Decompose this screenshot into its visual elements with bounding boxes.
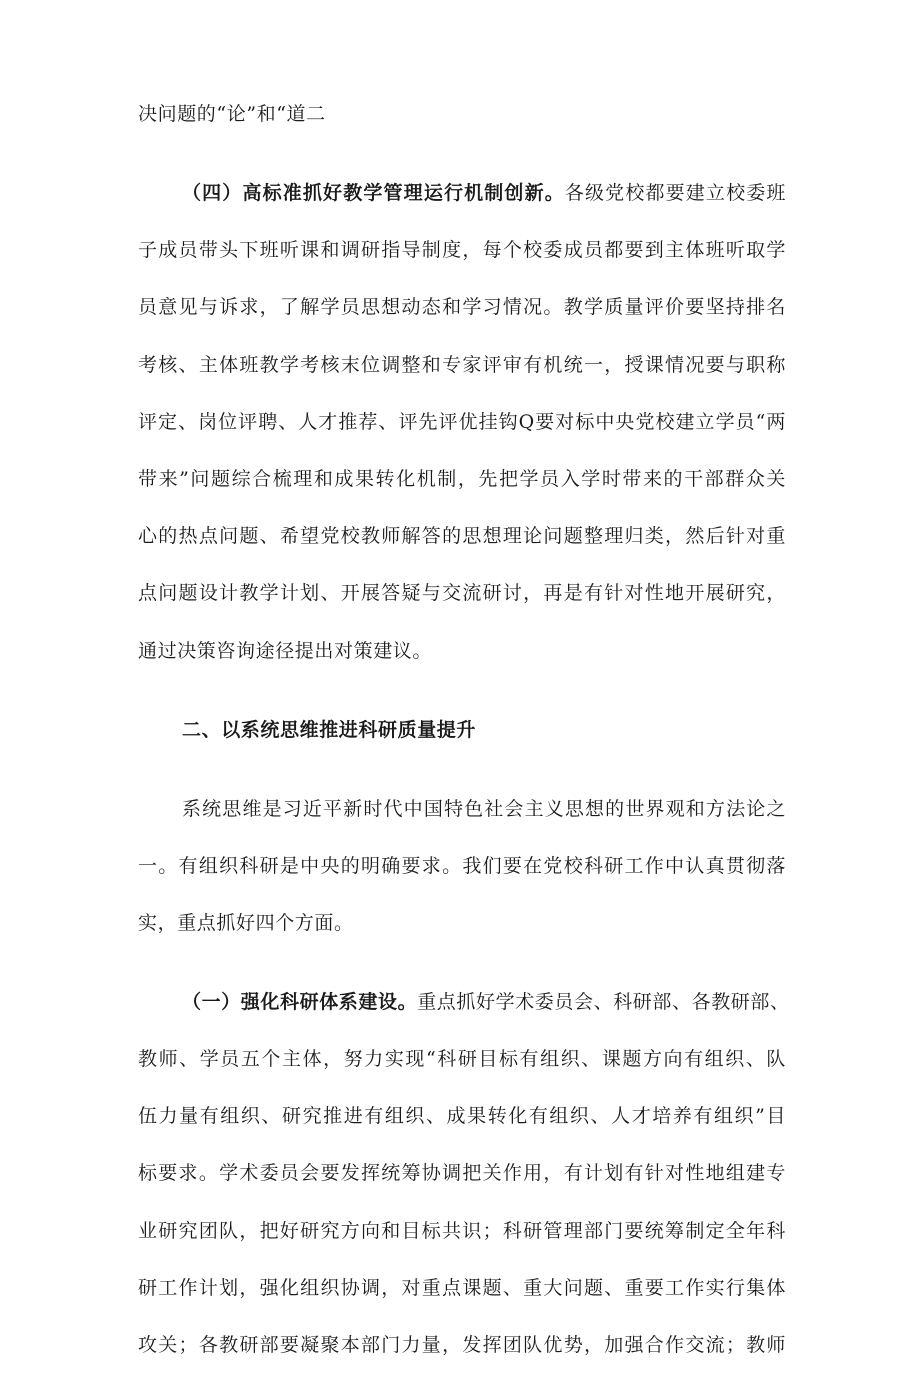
- paragraph-line: [138, 232, 786, 268]
- text-line: 重点抓好学术委员会、科研部、各教研部、: [417, 990, 790, 1013]
- paragraph-lead-heading: （四）高标准抓好教学管理运行机制创新。: [182, 182, 565, 204]
- section-title: 二、以系统思维推进科研质量提升: [182, 718, 477, 741]
- text-line: 研工作计划，强化组织协调，对重点课题、重大问题、重要工作实行集体: [138, 1276, 786, 1299]
- text-line: 伍力量有组织、研究推进有组织、成果转化有组织、人才培养有组织”目: [138, 1105, 786, 1128]
- section-heading: [138, 712, 786, 748]
- paragraph-line: [138, 1155, 786, 1191]
- paragraph-line: [138, 518, 786, 554]
- paragraph-line: [138, 289, 786, 325]
- text-line: 员意见与诉求，了解学员思想动态和学习情况。教学质量评价要坚持排名: [138, 296, 786, 319]
- paragraph-line: [138, 461, 786, 497]
- text-line: 标要求。学术委员会要发挥统筹协调把关作用，有计划有针对性地组建专: [138, 1162, 786, 1185]
- paragraph-line: [138, 984, 790, 1020]
- text-line: 子成员带头下班听课和调研指导制度，每个校委成员都要到主体班听取学: [138, 239, 786, 262]
- text-line: 通过决策咨询途径提出对策建议。: [138, 639, 433, 662]
- paragraph-line: [138, 347, 786, 383]
- paragraph-line: [138, 1213, 786, 1249]
- text-line: 点问题设计教学计划、开展答疑与交流研讨，再是有针对性地开展研究，: [138, 582, 786, 605]
- text-line: 考核、主体班教学考核末位调整和专家评审有机统一，授课情况要与职称: [138, 353, 786, 376]
- paragraph-line: [138, 1098, 786, 1134]
- paragraph-line: [138, 404, 786, 440]
- paragraph-line: [138, 1270, 786, 1306]
- text-line: 系统思维是习近平新时代中国特色社会主义思想的世界观和方法论之: [182, 797, 786, 820]
- paragraph-line: [138, 848, 786, 884]
- text-line: 实，重点抓好四个方面。: [138, 911, 354, 934]
- paragraph-line: [138, 905, 786, 941]
- text-line: 教师、学员五个主体，努力实现“科研目标有组织、课题方向有组织、队: [138, 1048, 786, 1071]
- text-line: 评定、岗位评聘、人才推荐、评先评优挂钩Q要对标中央党校建立学员“两: [138, 410, 786, 433]
- paragraph-line: [138, 1327, 786, 1363]
- text-line: 决问题的“论”和“道二: [138, 103, 326, 125]
- paragraph-line: [138, 175, 786, 211]
- paragraph-continuation-line: [138, 96, 786, 132]
- text-line: 带来”问题综合梳理和成果转化机制，先把学员入学时带来的干部群众关: [138, 467, 786, 490]
- text-line: 一。有组织科研是中央的明确要求。我们要在党校科研工作中认真贯彻落: [138, 854, 786, 877]
- paragraph-lead-heading: （一）强化科研体系建设。: [182, 990, 418, 1013]
- text-line: 各级党校都要建立校委班: [564, 182, 786, 204]
- paragraph-line: [138, 1041, 786, 1077]
- text-line: 业研究团队，把好研究方向和目标共识；科研管理部门要统筹制定全年科: [138, 1219, 786, 1242]
- text-line: 攻关；各教研部要凝聚本部门力量，发挥团队优势，加强合作交流；教师: [138, 1334, 786, 1356]
- document-page: [138, 96, 790, 1384]
- paragraph-line: [138, 633, 786, 669]
- paragraph-line: [138, 575, 786, 611]
- text-line: 心的热点问题、希望党校教师解答的思想理论问题整理归类，然后针对重: [138, 525, 786, 548]
- paragraph-line: [138, 791, 786, 827]
